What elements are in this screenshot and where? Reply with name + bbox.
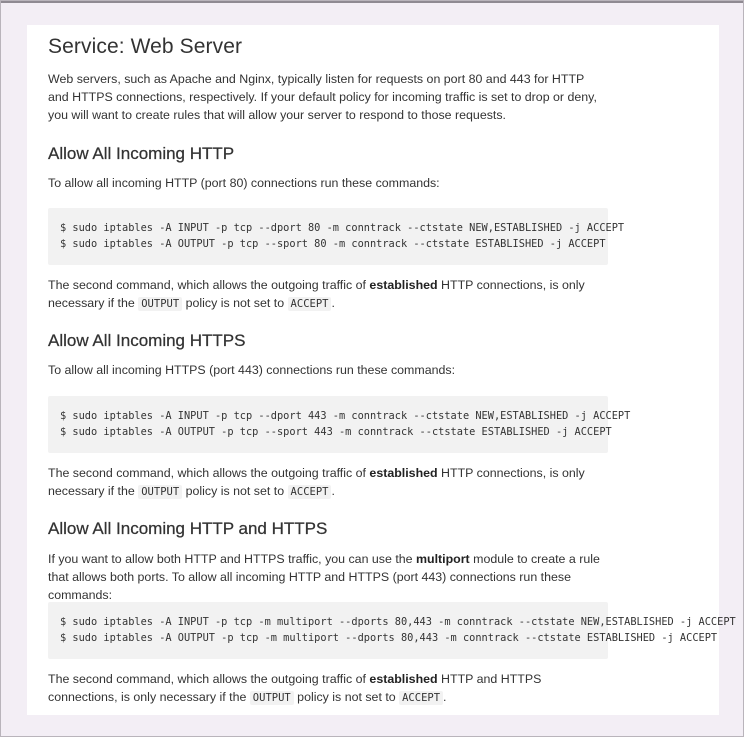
inline-code: OUTPUT: [138, 485, 182, 499]
note-text: policy is not set to: [182, 484, 288, 498]
note-text: HTTP connections, is only necessary if the: [48, 466, 585, 498]
both-code-block[interactable]: [48, 602, 736, 659]
note-bold: established: [369, 466, 438, 480]
http-note: [48, 276, 608, 313]
inline-code: OUTPUT: [138, 297, 182, 311]
note-bold: established: [369, 278, 438, 292]
code-line: $ sudo iptables -A INPUT -p tcp -m multiport --dports 80,443 -m conntrack --ctstate NEW,ESTABLISHED -j ACCEPT: [60, 616, 736, 628]
both-note: [48, 670, 608, 707]
note-text: The second command, which allows the outgoing traffic of: [48, 672, 370, 686]
article-page: [27, 25, 736, 715]
code-line: $ sudo iptables -A INPUT -p tcp --dport 80 -m conntrack --ctstate NEW,ESTABLISHED -j ACCEPT: [60, 222, 625, 234]
window-frame: [1, 1, 743, 3]
code-line: $ sudo iptables -A INPUT -p tcp --dport 443 -m conntrack --ctstate NEW,ESTABLISHED -j ACCEPT: [60, 410, 631, 422]
note-text: HTTP and HTTPS connections, is only necessary if the: [48, 672, 542, 704]
note-text: .: [443, 690, 447, 704]
section-intro: Web servers, such as Apache and Nginx, typically listen for requests on port 80 and 443 for HTTP and HTTPS connections, respectively. If your default policy for incoming traffic is set to drop or deny, you will want to create rules that will allow your server to respond to those requests.: [48, 72, 597, 122]
https-intro: To allow all incoming HTTPS (port 443) connections run these commands:: [48, 363, 456, 377]
code-line: $ sudo iptables -A OUTPUT -p tcp -m multiport --dports 80,443 -m conntrack --ctstate ESTABLISHED -j ACCEPT: [60, 632, 718, 644]
note-text: .: [331, 296, 335, 310]
inline-code: ACCEPT: [399, 691, 443, 705]
note-text: HTTP connections, is only necessary if the: [48, 278, 585, 310]
note-text: The second command, which allows the outgoing traffic of: [48, 466, 370, 480]
note-text: .: [331, 484, 335, 498]
heading-https: Allow All Incoming HTTPS: [48, 331, 246, 350]
note-text: policy is not set to: [293, 690, 400, 704]
intro-text: module to create a rule that allows both ports. To allow all incoming HTTP and HTTPS (port 443) connections run these commands:: [48, 552, 600, 602]
note-bold: established: [369, 672, 438, 686]
note-text: policy is not set to: [182, 296, 288, 310]
intro-text: If you want to allow both HTTP and HTTPS traffic, you can use the: [48, 552, 416, 566]
https-note: [48, 464, 608, 501]
inline-code: OUTPUT: [250, 691, 294, 705]
intro-bold: multiport: [416, 552, 470, 566]
http-intro: To allow all incoming HTTP (port 80) connections run these commands:: [48, 176, 440, 190]
inline-code: ACCEPT: [288, 297, 332, 311]
inline-code: ACCEPT: [288, 485, 332, 499]
http-code-block[interactable]: [48, 208, 625, 265]
both-intro: [48, 550, 608, 604]
section-title: Service: Web Server: [48, 35, 243, 58]
https-code-block[interactable]: [48, 396, 631, 453]
code-line: $ sudo iptables -A OUTPUT -p tcp --sport 80 -m conntrack --ctstate ESTABLISHED -j ACCEPT: [60, 238, 606, 250]
heading-http: Allow All Incoming HTTP: [48, 144, 235, 163]
note-text: The second command, which allows the outgoing traffic of: [48, 278, 370, 292]
code-line: $ sudo iptables -A OUTPUT -p tcp --sport 443 -m conntrack --ctstate ESTABLISHED -j ACCEPT: [60, 426, 612, 438]
heading-http-https: Allow All Incoming HTTP and HTTPS: [48, 519, 328, 538]
